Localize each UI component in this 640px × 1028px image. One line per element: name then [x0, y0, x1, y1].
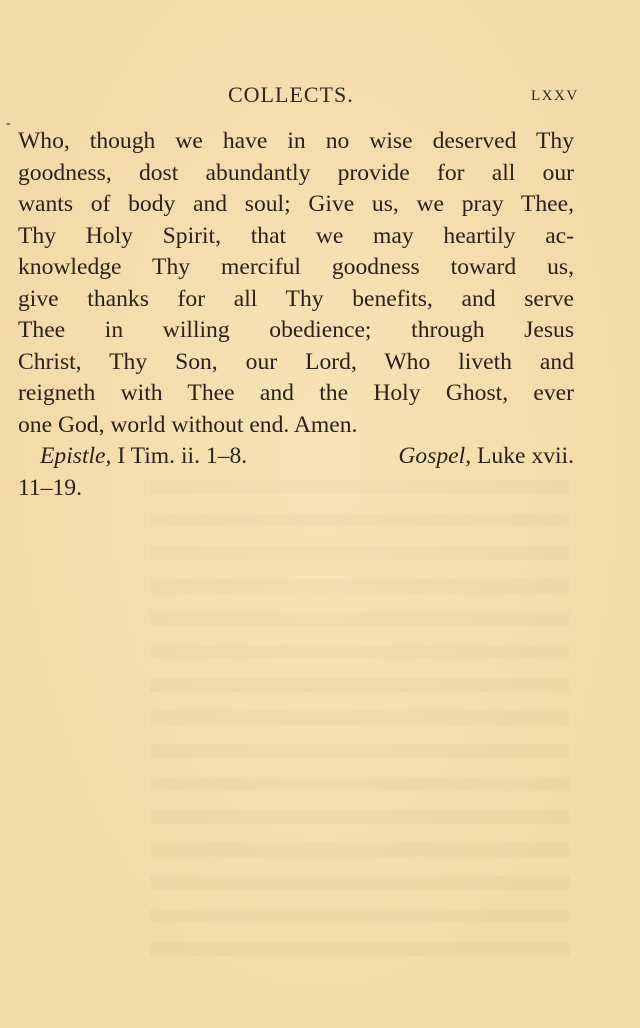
page-number: LXXV	[531, 88, 579, 104]
collect-text	[18, 126, 574, 504]
gospel-label: Gospel,	[398, 443, 472, 469]
bleed-through-texture	[150, 480, 570, 960]
gospel-reference	[398, 441, 574, 473]
margin-mark: -	[6, 116, 11, 131]
gospel-citation: Luke xvii.	[477, 443, 574, 469]
text-line: Thee in willing obedience; through Jesus	[18, 317, 574, 343]
text-line: knowledge Thy merciful goodness toward us,	[18, 254, 574, 280]
text-line: goodness, dost abundantly provide for all our	[18, 159, 574, 186]
text-line: one God, world without end. Amen.	[18, 411, 358, 438]
gospel-citation-continued: 11–19.	[18, 474, 83, 501]
running-title: COLLECTS.	[228, 82, 354, 107]
text-line: reigneth with Thee and the Holy Ghost, ever	[18, 380, 574, 406]
lesson-references	[18, 441, 574, 473]
epistle-reference	[40, 441, 247, 473]
text-line: give thanks for all Thy benefits, and serve	[18, 285, 574, 312]
text-line: Who, though we have in no wise deserved Thy	[18, 128, 574, 154]
text-line: Christ, Thy Son, our Lord, Who liveth and	[18, 348, 574, 375]
text-line: wants of body and soul; Give us, we pray Thee,	[18, 191, 574, 217]
text-line: Thy Holy Spirit, that we may heartily ac-	[18, 222, 574, 249]
epistle-label: Epistle,	[40, 443, 112, 469]
epistle-citation: I Tim. ii. 1–8.	[117, 443, 248, 469]
